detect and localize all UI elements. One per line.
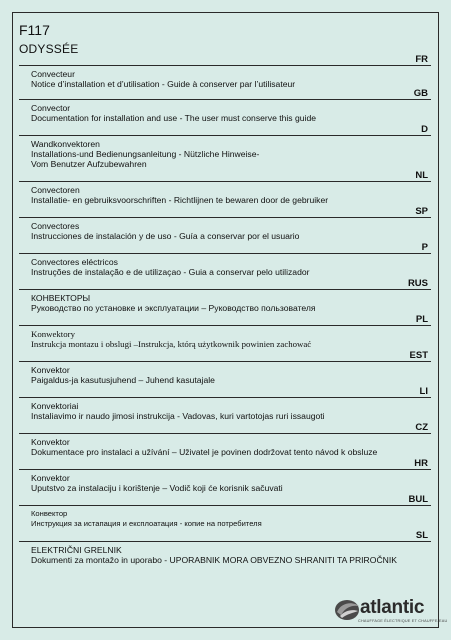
language-code: SP — [415, 206, 428, 217]
language-code: NL — [415, 170, 428, 181]
section-title: Konvektor — [31, 365, 70, 375]
section-text — [19, 434, 431, 457]
language-code: CZ — [415, 422, 428, 433]
section-bul — [19, 494, 431, 530]
section-text — [19, 254, 431, 277]
section-text — [19, 506, 431, 529]
logo-wordmark: atlantic — [360, 597, 425, 618]
section-nl — [19, 170, 431, 206]
section-title: Konvektor — [31, 437, 70, 447]
section-text — [19, 66, 431, 89]
section-hr — [19, 458, 431, 494]
section-gb — [19, 88, 431, 124]
section-li — [19, 386, 431, 422]
logo-tagline: CHAUFFAGE ÉLECTRIQUE ET CHAUFFE-EAU — [358, 619, 448, 623]
language-code: P — [421, 242, 428, 253]
section-d — [19, 124, 431, 170]
section-title: Konvektoriai — [31, 401, 79, 411]
language-code: GB — [413, 88, 428, 99]
document-header — [19, 22, 78, 56]
section-title: Convectoren — [31, 185, 80, 195]
language-code: FR — [415, 54, 428, 65]
section-description: Installations-und Bedienungsanleitung - Nützliche Hinweise- Vom Benutzer Aufzubewahren — [31, 149, 260, 169]
section-title: Convector — [31, 103, 71, 113]
section-description: Paigaldus-ja kasutusjuhend – Juhend kasutajale — [31, 375, 215, 385]
section-sl — [19, 530, 431, 566]
section-description: Dokumenti za montažo in uporabo - UPORABNIK MORA OBVEZNO SHRANITI TA PRIROČNIK — [31, 555, 397, 565]
section-text — [19, 182, 431, 205]
section-description: Uputstvo za instalaciju i korištenje – Vodič koji će korisnik sačuvati — [31, 483, 283, 493]
section-pl — [19, 314, 431, 350]
section-p — [19, 242, 431, 278]
section-sp — [19, 206, 431, 242]
section-text — [19, 218, 431, 241]
section-est — [19, 350, 431, 386]
section-text — [19, 136, 431, 169]
section-title: Convectores — [31, 221, 80, 231]
section-title: Konvektor — [31, 473, 70, 483]
section-text — [19, 542, 431, 565]
section-title: КОНВЕКТОРЫ — [31, 293, 91, 303]
section-text — [19, 290, 431, 313]
section-text — [19, 100, 431, 123]
section-description: Instrucciones de instalación y de uso - Guía a conservar por el usuario — [31, 231, 300, 241]
language-code: PL — [415, 314, 428, 325]
language-code: RUS — [407, 278, 428, 289]
section-title: Convecteur — [31, 69, 75, 79]
language-code: SL — [415, 530, 428, 541]
section-description: Instaliavimo ir naudo jimosi instrukcija - Vadovas, kuri vartotojas ruri issaugoti — [31, 411, 325, 421]
section-fr — [19, 54, 431, 88]
section-title: Konwektory — [31, 329, 75, 339]
language-code: HR — [414, 458, 428, 469]
language-code: D — [421, 124, 428, 135]
section-title: Convectores eléctricos — [31, 257, 118, 267]
language-code: BUL — [408, 494, 428, 505]
section-description: Руководство по установке и эксплуатации – Руководство пользователя — [31, 303, 316, 313]
section-title: Конвектор — [31, 509, 68, 518]
product-name: ODYSSÉE — [19, 42, 79, 56]
section-text — [19, 362, 431, 385]
section-cz — [19, 422, 431, 458]
section-text — [19, 326, 431, 349]
language-code: EST — [409, 350, 428, 361]
section-description: Инструкция за истапация и експлоатация - копие на потребителя — [31, 519, 262, 528]
section-description: Installatie- en gebruiksvoorschriften - Richtlijnen te bewaren door de gebruiker — [31, 195, 329, 205]
section-title: ELEKTRIČNI GRELNIK — [31, 545, 122, 555]
section-description: Notice d’installation et d’utilisation - Guide à conserver par l’utilisateur — [31, 79, 296, 89]
section-description: Instrukcja montazu i obslugi –Instrukcja, którą użytkownik powinien zachować — [31, 339, 312, 349]
section-rus — [19, 278, 431, 314]
section-description: Documentation for installation and use - The user must conserve this guide — [31, 113, 317, 123]
language-sections — [19, 54, 431, 566]
atlantic-logo — [332, 595, 448, 627]
language-code: LI — [419, 386, 428, 397]
section-title: Wandkonvektoren — [31, 139, 100, 149]
model-number: F117 — [19, 22, 50, 38]
section-text — [19, 470, 431, 493]
section-description: Instruções de instalação e de utilizaçao - Guia a conservar pelo utilizador — [31, 267, 310, 277]
section-description: Dokumentace pro instalaci a užívání – Uživatel je povinen dodržovat tento návod k obsluze — [31, 447, 378, 457]
section-text — [19, 398, 431, 421]
